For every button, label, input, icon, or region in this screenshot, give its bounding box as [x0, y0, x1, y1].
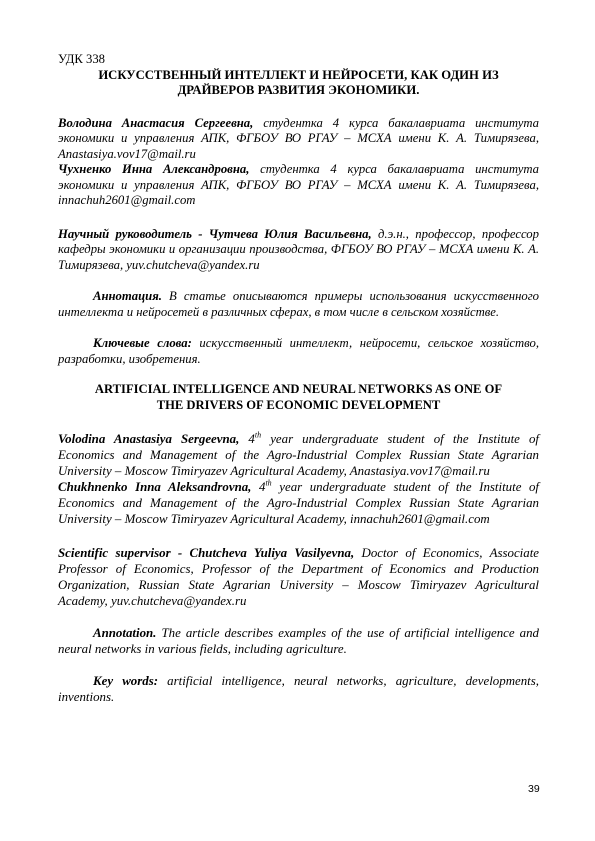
ru-supervisor-info: д.э.н., профессор, профессор кафедры экономики и организации производства, ФГБОУ ВО РГАУ – МСХА имени К. А. Тимирязева, yuv.chutcheva@yandex.ru: [58, 226, 539, 272]
en-author1: [58, 431, 539, 479]
en-author1-sup: th: [254, 430, 262, 440]
en-supervisor-name: Scientific supervisor - Chutcheva Yuliya Vasilyevna,: [58, 546, 355, 560]
ru-annotation-text: В статье описываются примеры использования искусственного интеллекта и нейросетей в различных сферах, в том числе в сельском хозяйстве.: [58, 289, 539, 319]
ru-supervisor-name: Научный руководитель - Чутчева Юлия Васильевна,: [58, 226, 372, 241]
en-title-line2: THE DRIVERS OF ECONOMIC DEVELOPMENT: [156, 398, 441, 412]
ru-keywords-label: Ключевые слова:: [93, 336, 192, 350]
en-keywords-text: artificial intelligence, neural networks, agriculture, developments, inventions.: [58, 674, 539, 704]
ru-author1-name: Володина Анастасия Сергеевна,: [58, 115, 254, 130]
en-author2-num: 4: [251, 480, 266, 494]
en-author1-name: Volodina Anastasiya Sergeevna,: [58, 432, 240, 446]
en-author1-info: year undergraduate student of the Institute of Economics and Management of the Agro-Industrial Complex Russian State Agrarian University – Moscow Timiryazev Agricultural Academy, Anastasiya.vov17@mail.ru: [58, 432, 540, 478]
en-keywords-label: Key words:: [93, 674, 159, 688]
ru-title: [58, 68, 539, 98]
ru-author1: [58, 116, 539, 163]
en-annotation-label: Annotation.: [93, 626, 157, 640]
ru-supervisor: [58, 227, 539, 274]
ru-author2-name: Чухненко Инна Александровна,: [58, 162, 250, 176]
ru-keywords: [58, 336, 539, 367]
ru-author2: [58, 162, 539, 209]
en-title-line1: ARTIFICIAL INTELLIGENCE AND NEURAL NETWORKS AS ONE OF: [94, 382, 503, 396]
en-author2-sup: th: [265, 478, 272, 488]
en-author2-info: year undergraduate student of the Institute of Economics and Management of the Agro-Industrial Complex Russian State Agrarian University – Moscow Timiryazev Agricultural Academy, innachuh2601@gmail.com: [58, 480, 540, 526]
en-annotation: [58, 625, 539, 657]
udk-code: УДК 338: [58, 52, 106, 66]
page-number: 39: [528, 783, 540, 795]
en-author2-name: Chukhnenko Inna Aleksandrovna,: [58, 480, 252, 494]
ru-annotation: [58, 289, 539, 320]
ru-keywords-text: искусственный интеллект, нейросети, сельское хозяйство, разработки, изобретения.: [58, 336, 539, 366]
ru-title-line2: ДРАЙВЕРОВ РАЗВИТИЯ ЭКОНОМИКИ.: [177, 82, 420, 97]
ru-author1-info: студентка 4 курса бакалавриата института экономики и управления АПК, ФГБОУ ВО РГАУ – МСХА имени К. А. Тимирязева, Anastasiya.vov17@mail.ru: [58, 115, 540, 161]
en-author2: [58, 479, 539, 527]
en-supervisor: [58, 545, 539, 609]
en-keywords: [58, 673, 539, 705]
en-author1-num: 4: [239, 432, 255, 446]
ru-annotation-label: Аннотация.: [93, 289, 162, 303]
en-title: [58, 381, 539, 413]
en-supervisor-info: Doctor of Economics, Associate Professor of Economics, Professor of the Department of Economics and Production Organization, Russian State Agrarian University – Moscow Timiryazev Agricultural Academy, yuv.chutcheva@yandex.ru: [58, 546, 539, 608]
ru-title-line1: ИСКУССТВЕННЫЙ ИНТЕЛЛЕКТ И НЕЙРОСЕТИ, КАК ОДИН ИЗ: [98, 67, 499, 82]
ru-author2-info: студентка 4 курса бакалавриата института экономики и управления АПК, ФГБОУ ВО РГАУ – МСХА имени К. А. Тимирязева, innachuh2601@gmail.com: [58, 162, 540, 207]
paper-page: [58, 52, 539, 705]
en-annotation-text: The article describes examples of the use of artificial intelligence and neural networks in various fields, including agriculture.: [58, 626, 539, 656]
